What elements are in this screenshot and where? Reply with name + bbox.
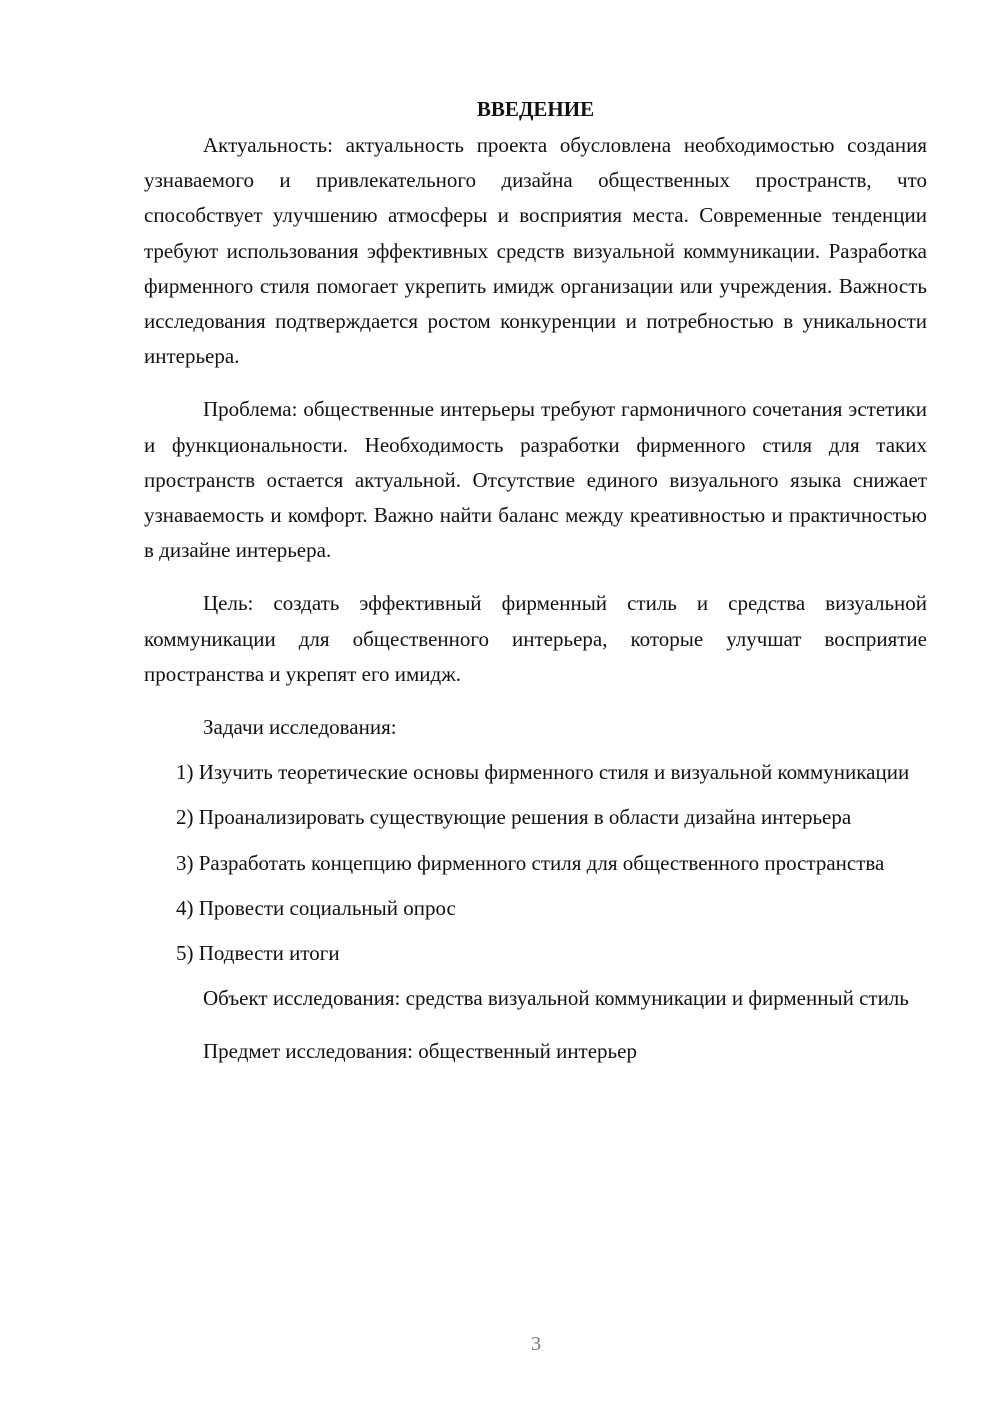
goal-paragraph: Цель: создать эффективный фирменный стиль и средства визуальной коммуникации для общественного интерьера, которые улучшат восприятие пространства и укрепят его имидж. [144, 591, 927, 686]
document-body [144, 92, 927, 1070]
task-item-2: 2) Проанализировать существующие решения в области дизайна интерьера [176, 805, 852, 830]
task-item-1: 1) Изучить теоретические основы фирменного стиля и визуальной коммуникации [176, 760, 910, 785]
subject-paragraph: Предмет исследования: общественный интерьер [203, 1039, 637, 1064]
page-title: ВВЕДЕНИЕ [476, 97, 595, 121]
relevance-paragraph: Актуальность: актуальность проекта обусловлена необходимостью создания узнаваемого и привлекательного дизайна общественных пространств, что способствует улучшению атмосферы и восприятия места. Современные тенденции требуют использования эффективных средств визуальной коммуникации. Разработка фирменного стиля помогает укрепить имидж организации или учреждения. Важность исследования подтверждается ростом конкуренции и потребностью в уникальности интерьера. [144, 133, 927, 369]
object-paragraph: Объект исследования: средства визуальной коммуникации и фирменный стиль [203, 986, 909, 1011]
task-item-3: 3) Разработать концепцию фирменного стиля для общественного пространства [176, 850, 885, 875]
tasks-heading: Задачи исследования: [203, 715, 397, 740]
task-item-5: 5) Подвести итоги [176, 941, 340, 966]
problem-paragraph: Проблема: общественные интерьеры требуют гармоничного сочетания эстетики и функциональности. Необходимость разработки фирменного стиля для таких пространств остается актуальной. Отсутствие единого визуального языка снижает узнаваемость и комфорт. Важно найти баланс между креативностью и практичностью в дизайне интерьера. [144, 397, 927, 563]
task-item-4: 4) Провести социальный опрос [176, 895, 456, 920]
page-number: 3 [531, 1333, 541, 1355]
